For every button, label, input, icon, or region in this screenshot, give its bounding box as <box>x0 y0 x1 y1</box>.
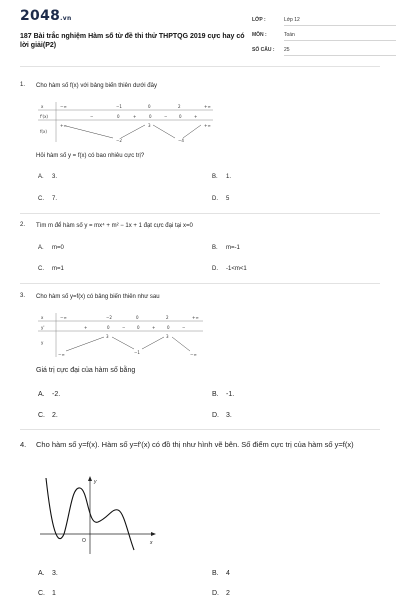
origin-label: O <box>82 538 86 544</box>
sign: 0 <box>137 325 140 330</box>
option-d[interactable]: D. 2 <box>212 590 230 597</box>
variation-table-svg <box>38 100 213 144</box>
question-divider <box>20 283 380 284</box>
sign: − <box>182 325 186 330</box>
f-value: −2 <box>116 138 122 143</box>
f-value: 3 <box>148 123 151 128</box>
row-fp-label: y' <box>41 325 45 330</box>
option-c[interactable]: C. 2. <box>38 412 58 419</box>
question-number: 3. <box>20 293 26 299</box>
question-2 <box>20 222 382 282</box>
f-value: +∞ <box>204 123 211 128</box>
variation-table <box>38 311 203 364</box>
sign: + <box>84 325 88 330</box>
sign: + <box>133 114 137 119</box>
question-subtext: Hỏi hàm số y = f(x) có bao nhiêu cực trị? <box>36 153 145 159</box>
option-c[interactable]: C. 7. <box>38 196 58 202</box>
option-a[interactable]: A. m=0 <box>38 245 64 251</box>
class-value: Lớp 12 <box>284 17 396 26</box>
x-value: −∞ <box>60 315 67 320</box>
row-x-label: x <box>41 104 44 109</box>
f-value: −1 <box>134 350 140 355</box>
document-title: 187 Bài trắc nghiệm Hàm số từ đề thi thử THPTQG 2019 cực hay có lời giải(P2) <box>20 33 245 49</box>
question-divider <box>20 213 380 214</box>
x-value: 0 <box>148 104 151 109</box>
sign: 0 <box>107 325 110 330</box>
row-x-label: x <box>41 315 44 320</box>
x-value: +∞ <box>204 104 211 109</box>
row-fp-label: f'(x) <box>40 114 48 119</box>
row-f-label: y <box>41 340 44 345</box>
x-value: 2 <box>166 315 169 320</box>
count-value: 25 <box>284 47 396 56</box>
f-value: 3 <box>106 334 109 339</box>
f-value: −∞ <box>190 352 197 357</box>
option-c[interactable]: C. m=1 <box>38 266 64 272</box>
x-value: −2 <box>106 315 112 320</box>
count-label: SỐ CÂU : <box>252 47 275 53</box>
derivative-graph-svg <box>38 474 158 556</box>
subject-value: Toán <box>284 32 396 41</box>
question-number: 2. <box>20 222 26 228</box>
variation-table-svg <box>38 311 203 359</box>
option-b[interactable]: B. -1. <box>212 391 235 398</box>
question-3 <box>20 293 382 428</box>
x-value: −1 <box>116 104 122 109</box>
sign: + <box>152 325 156 330</box>
header-divider <box>20 66 380 67</box>
option-a[interactable]: A. -2. <box>38 391 61 398</box>
f-value: +∞ <box>60 123 67 128</box>
derivative-graph <box>38 474 158 561</box>
x-value: 2 <box>178 104 181 109</box>
question-text: Cho hàm số y=f(x). Hàm số y=f'(x) có đồ thị như hình vẽ bên. Số điểm cực trị của hàm số y=f(x) <box>36 440 354 449</box>
sign: 0 <box>149 114 152 119</box>
question-4 <box>20 440 382 600</box>
sign: − <box>164 114 168 119</box>
option-d[interactable]: D. 3. <box>212 412 232 419</box>
row-f-label: f(x) <box>40 129 47 134</box>
f-value: 3 <box>166 334 169 339</box>
question-subtext: Giá trị cực đại của hàm số bằng <box>36 367 136 374</box>
variation-table <box>38 100 213 149</box>
option-a[interactable]: A. 3. <box>38 570 58 577</box>
option-d[interactable]: D. -1<m<1 <box>212 266 247 272</box>
f-value: −4 <box>178 138 184 143</box>
sign: + <box>194 114 198 119</box>
option-a[interactable]: A. 3. <box>38 174 58 180</box>
question-text: Cho hàm số f(x) với bảng biến thiên dưới đây <box>36 83 157 89</box>
y-axis-label: y <box>94 479 97 485</box>
page-header <box>0 0 400 62</box>
option-c[interactable]: C. 1 <box>38 590 56 597</box>
question-text: Cho hàm số y=f(x) có bảng biến thiên như sau <box>36 294 160 300</box>
class-label: LỚP : <box>252 17 266 23</box>
x-axis-label: x <box>150 540 153 546</box>
option-b[interactable]: B. m=-1 <box>212 245 240 251</box>
question-number: 4. <box>20 440 27 449</box>
subject-label: MÔN : <box>252 32 267 38</box>
logo-main: 2048 <box>20 8 61 24</box>
option-b[interactable]: B. 4 <box>212 570 230 577</box>
f-value: −∞ <box>58 352 65 357</box>
sign: 0 <box>167 325 170 330</box>
option-d[interactable]: D. 5 <box>212 196 230 202</box>
question-text: Tìm m để hàm số y = mx⁴ + m² − 1x + 1 đạt cực đại tại x=0 <box>36 223 193 229</box>
x-value: 0 <box>136 315 139 320</box>
sign: 0 <box>179 114 182 119</box>
logo-suffix: .vn <box>60 15 72 22</box>
question-1 <box>20 82 382 212</box>
x-value: −∞ <box>60 104 67 109</box>
sign: − <box>90 114 94 119</box>
question-divider <box>20 429 380 430</box>
site-logo[interactable] <box>20 8 72 24</box>
sign: 0 <box>117 114 120 119</box>
option-b[interactable]: B. 1. <box>212 174 232 180</box>
question-number: 1. <box>20 82 26 88</box>
sign: − <box>122 325 126 330</box>
x-value: +∞ <box>192 315 199 320</box>
